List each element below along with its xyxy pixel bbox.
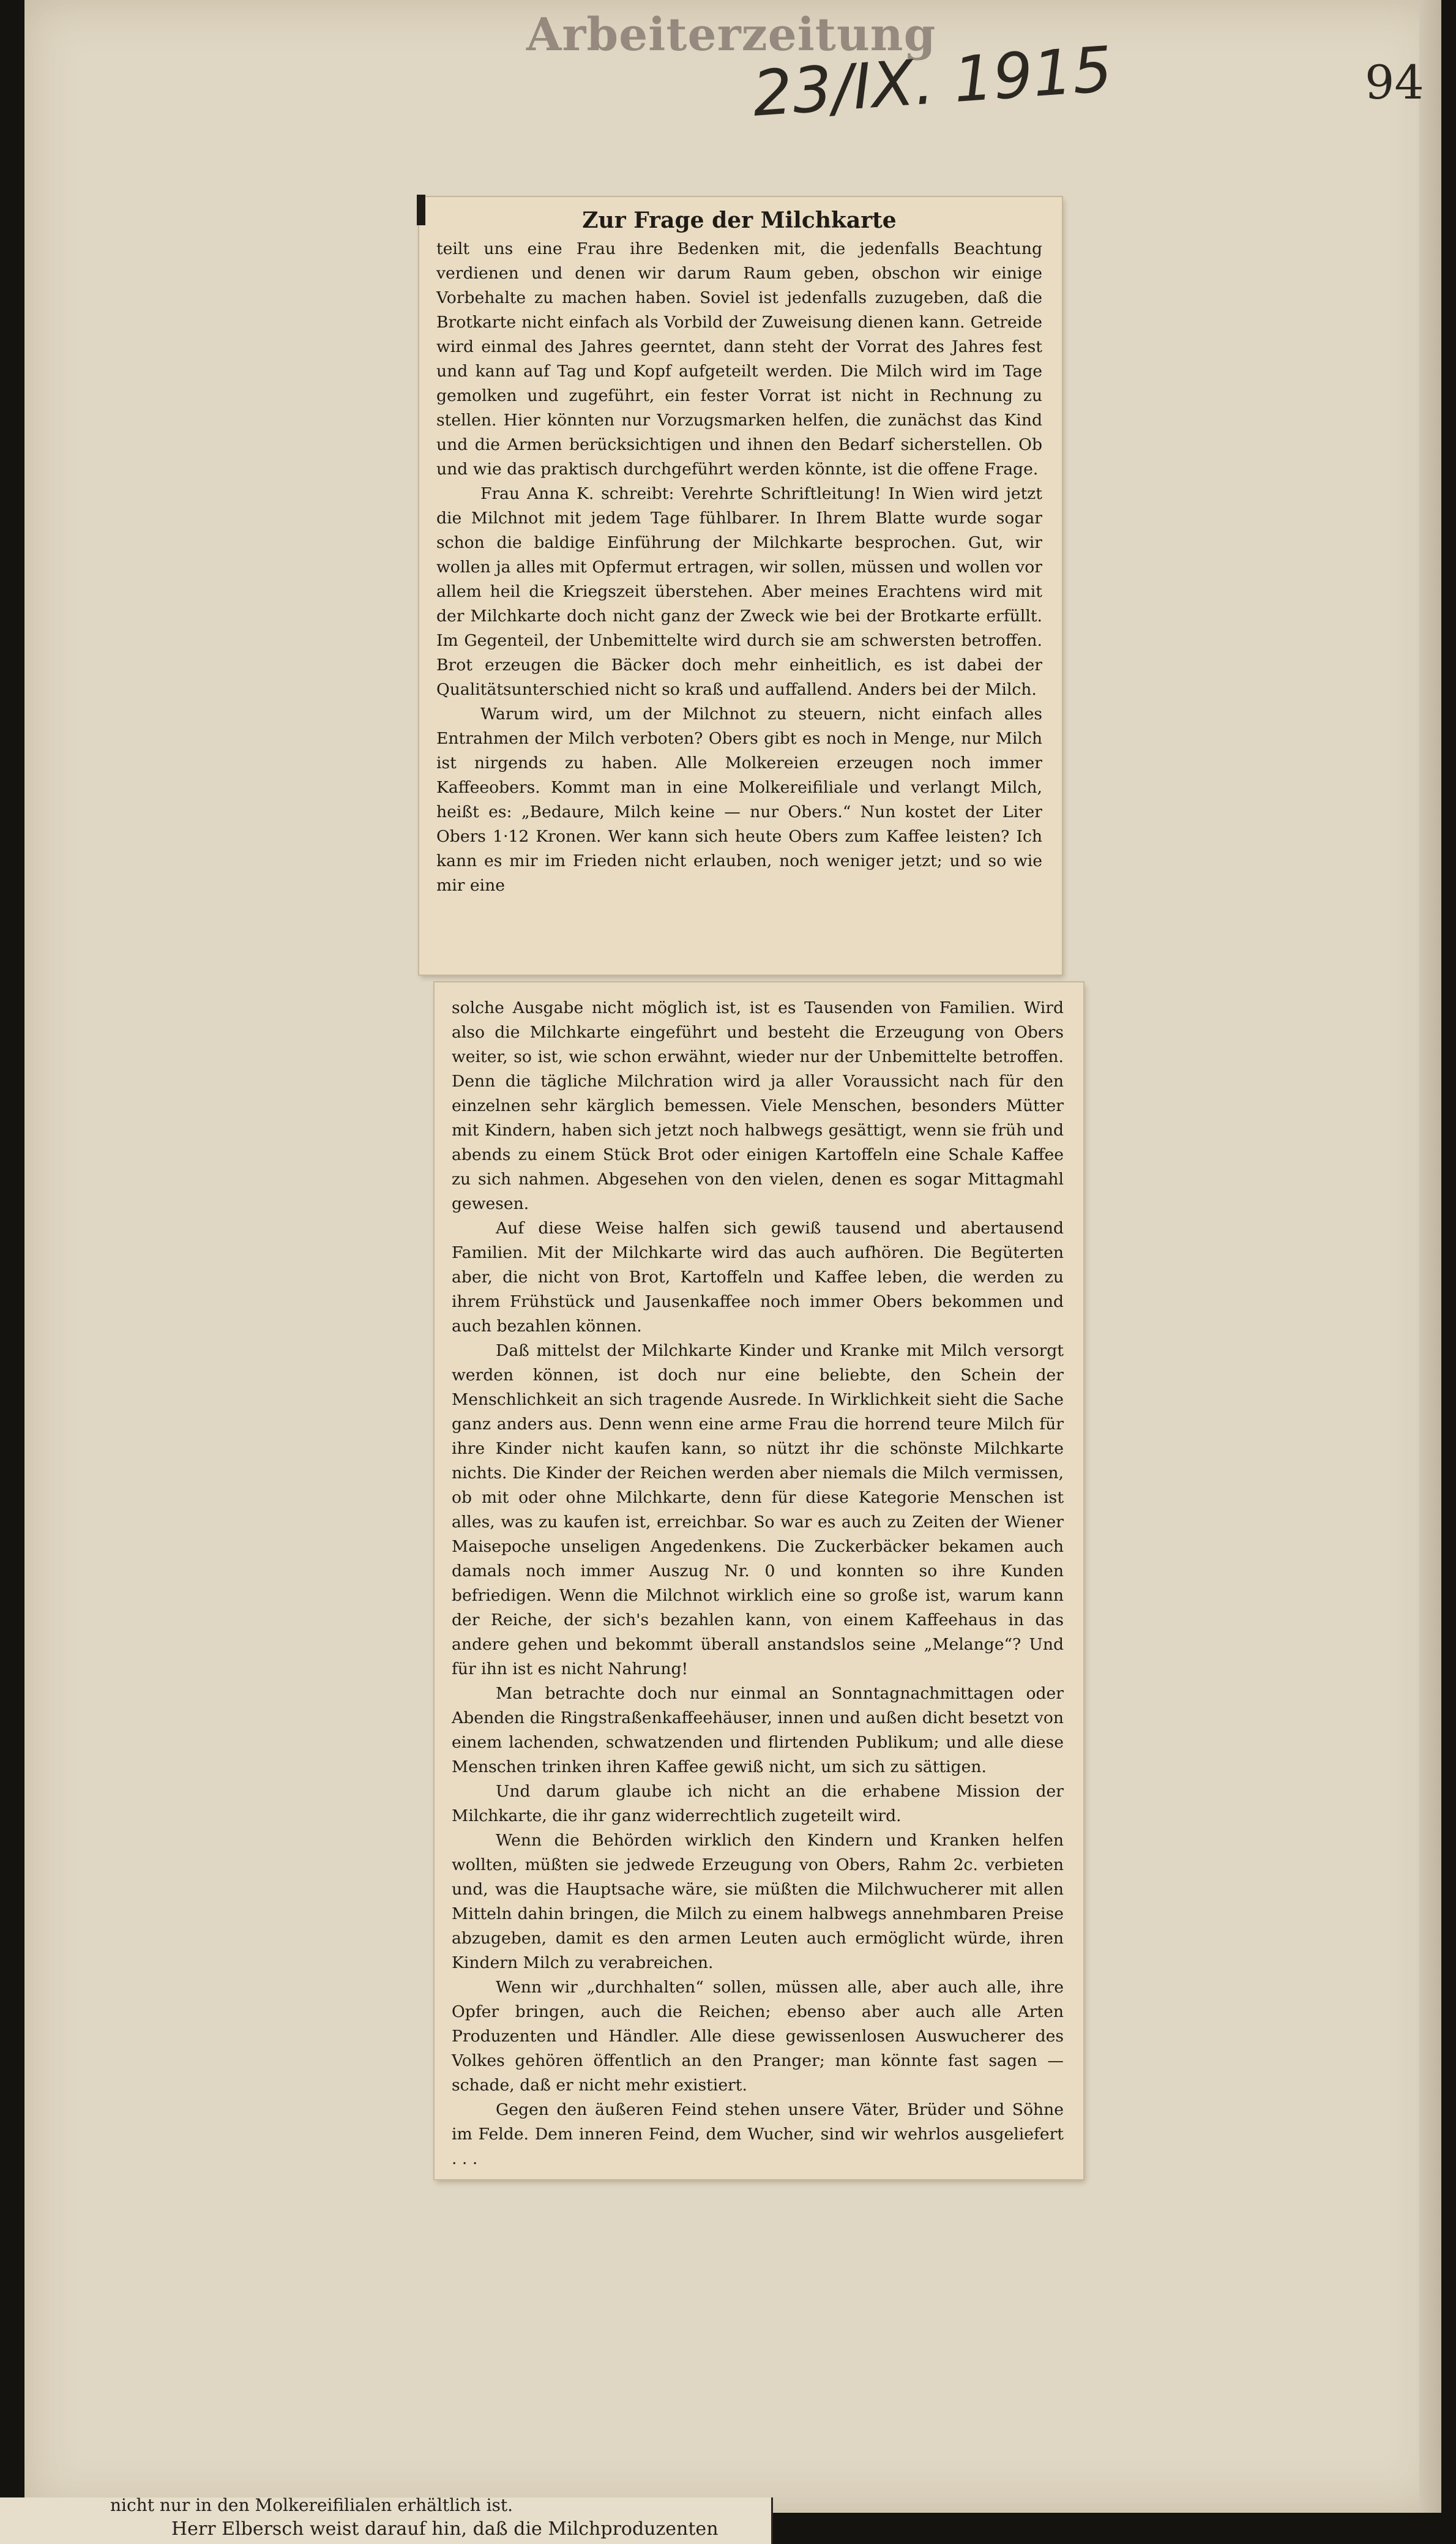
paragraph: Gegen den äußeren Feind stehen unsere Väter, Brüder und Söhne im Felde. Dem inneren Feind, dem Wucher, sind wir wehrlos ausgeliefert . . . <box>452 2100 1064 2168</box>
sheet-edge <box>1419 0 1441 2513</box>
page-number: 94 <box>1365 55 1424 110</box>
article-title: Zur Frage der Milchkarte <box>582 208 897 233</box>
paragraph: teilt uns eine Frau ihre Bedenken mit, die jedenfalls Beachtung verdienen und denen wir darum Raum geben, obschon wir einige Vorbehalte zu machen haben. Soviel ist jedenfalls zuzugeben, daß die Brotkarte nicht einfach als Vorbild der Zuweisung dienen kann. Getreide wird einmal des Jahres geerntet, dann steht der Vorrat des Jahres fest und kann auf Tag und Kopf aufgeteilt werden. Die Milch wird im Tage gemolken und zugeführt, ein fester Vorrat ist nicht in Rechnung zu stellen. Hier könnten nur Vorzugsmarken helfen, die zunächst das Kind und die Armen berücksichtigen und ihnen den Bedarf sicherstellen. Ob und wie das praktisch durchgeführt werden könnte, ist die offene Frage. <box>436 239 1042 479</box>
clipping-corner-mark <box>417 195 425 225</box>
paragraph: Man betrachte doch nur einmal an Sonntagnachmittagen oder Abenden die Ringstraßenkaffeehäuser, innen und außen dicht besetzt von einem lachenden, schwatzenden und flirtenden Publikum; und alle diese Menschen trinken ihren Kaffee gewiß nicht, um sich zu sättigen. <box>452 1684 1064 1776</box>
clipping-part-1 <box>419 197 1062 975</box>
paragraph: Wenn wir „durchhalten“ sollen, müssen alle, aber auch alle, ihre Opfer bringen, auch die Reichen; ebenso aber auch alle Arten Produzenten und Händler. Alle diese gewissenlosen Auswucherer des Volkes gehören öffentlich an den Pranger; man könnte fast sagen — schade, daß er nicht mehr existiert. <box>452 1978 1064 2095</box>
paragraph: Auf diese Weise halfen sich gewiß tausend und abertausend Familien. Mit der Milchkarte wird das auch aufhören. Die Begüterten aber, die nicht von Brot, Kartoffeln und Kaffee leben, die werden zu ihrem Frühstück und Jausenkaffee noch immer Obers bekommen und auch bezahlen können. <box>452 1219 1064 1336</box>
paragraph: Und darum glaube ich nicht an die erhabene Mission der Milchkarte, die ihr ganz widerrechtlich zugeteilt wird. <box>452 1782 1064 1825</box>
paragraph: solche Ausgabe nicht möglich ist, ist es Tausenden von Familien. Wird also die Milchkarte eingeführt und besteht die Erzeugung von Obers weiter, so ist, wie schon erwähnt, wieder nur der Unbemittelte betroffen. Denn die tägliche Milchration wird ja aller Voraussicht nach für den einzelnen sehr kärglich bemessen. Viele Menschen, besonders Mütter mit Kindern, haben sich jetzt noch halbwegs gesättigt, wenn sie früh und abends zu einem Stück Brot oder einigen Kartoffeln eine Schale Kaffee zu sich nahmen. Abgesehen von den vielen, denen es sogar Mittagmahl gewesen. <box>452 998 1064 1213</box>
paragraph: Wenn die Behörden wirklich den Kindern und Kranken helfen wollten, müßten sie jedwede Erzeugung von Obers, Rahm 2c. verbieten und, was die Hauptsache wäre, sie müßten die Milchwucherer mit allen Mitteln dahin bringen, die Milch zu einem halbwegs annehmbaren Preise abzugeben, damit es den armen Leuten auch ermöglicht würde, ihren Kindern Milch zu verabreichen. <box>452 1831 1064 1972</box>
fragment-line: nicht nur in den Molkereifilialen erhältlich ist. <box>110 2495 513 2515</box>
paragraph: Frau Anna K. schreibt: Verehrte Schriftleitung! In Wien wird jetzt die Milchnot mit jedem Tage fühlbarer. In Ihrem Blatte wurde sogar schon die baldige Einführung der Milchkarte besprochen. Gut, wir wollen ja alles mit Opfermut ertragen, wir sollen, müssen und wollen vor allem heil die Kriegszeit überstehen. Aber meines Erachtens wird mit der Milchkarte doch nicht ganz der Zweck wie bei der Brotkarte erfüllt. Im Gegenteil, der Unbemittelte wird durch sie am schwersten betroffen. Brot erzeugen die Bäcker doch mehr einheitlich, es ist dabei der Qualitätsunterschied nicht so kraß und auffallend. Anders bei der Milch. <box>436 484 1042 700</box>
clipping-part-2 <box>435 982 1083 2179</box>
handwritten-date: 23/IX. 1915 <box>750 33 1115 131</box>
paragraph: Warum wird, um der Milchnot zu steuern, nicht einfach alles Entrahmen der Milch verboten? Obers gibt es noch in Menge, nur Milch ist nirgends zu haben. Alle Molkereien erzeugen noch immer Kaffeeobers. Kommt man in eine Molkereifiliale und verlangt Milch, heißt es: „Bedaure, Milch keine — nur Obers.“ Nun kostet der Liter Obers 1·12 Kronen. Wer kann sich heute Obers zum Kaffee leisten? Ich kann es mir im Frieden nicht erlauben, noch weniger jetzt; und so wie mir eine <box>436 705 1042 896</box>
underlying-page-fragment <box>0 2497 773 2544</box>
fragment-line: Herr Elbersch weist darauf hin, daß die Milchproduzenten <box>171 2518 719 2540</box>
paragraph: Daß mittelst der Milchkarte Kinder und Kranke mit Milch versorgt werden können, ist doch nur eine beliebte, den Schein der Menschlichkeit an sich tragende Ausrede. In Wirklichkeit sieht die Sache ganz anders aus. Denn wenn eine arme Frau die horrend teure Milch für ihre Kinder nicht kaufen kann, so nützt ihr die schönste Milchkarte nichts. Die Kinder der Reichen werden aber niemals die Milch vermissen, ob mit oder ohne Milchkarte, denn für diese Kategorie Menschen ist alles, was zu kaufen ist, erreichbar. So war es auch zu Zeiten der Wiener Maisepoche unseligen Angedenkens. Die Zuckerbäcker bekamen auch damals noch immer Auszug Nr. 0 und konnten so ihre Kunden befriedigen. Wenn die Milchnot wirklich eine so große ist, warum kann der Reiche, der sich's bezahlen kann, von einem Kaffeehaus in das andere gehen und bekommt überall anstandslos seine „Melange“? Und für ihn ist es nicht Nahrung! <box>452 1341 1064 1678</box>
newspaper-stamp: Arbeiterzeitung <box>526 9 936 61</box>
